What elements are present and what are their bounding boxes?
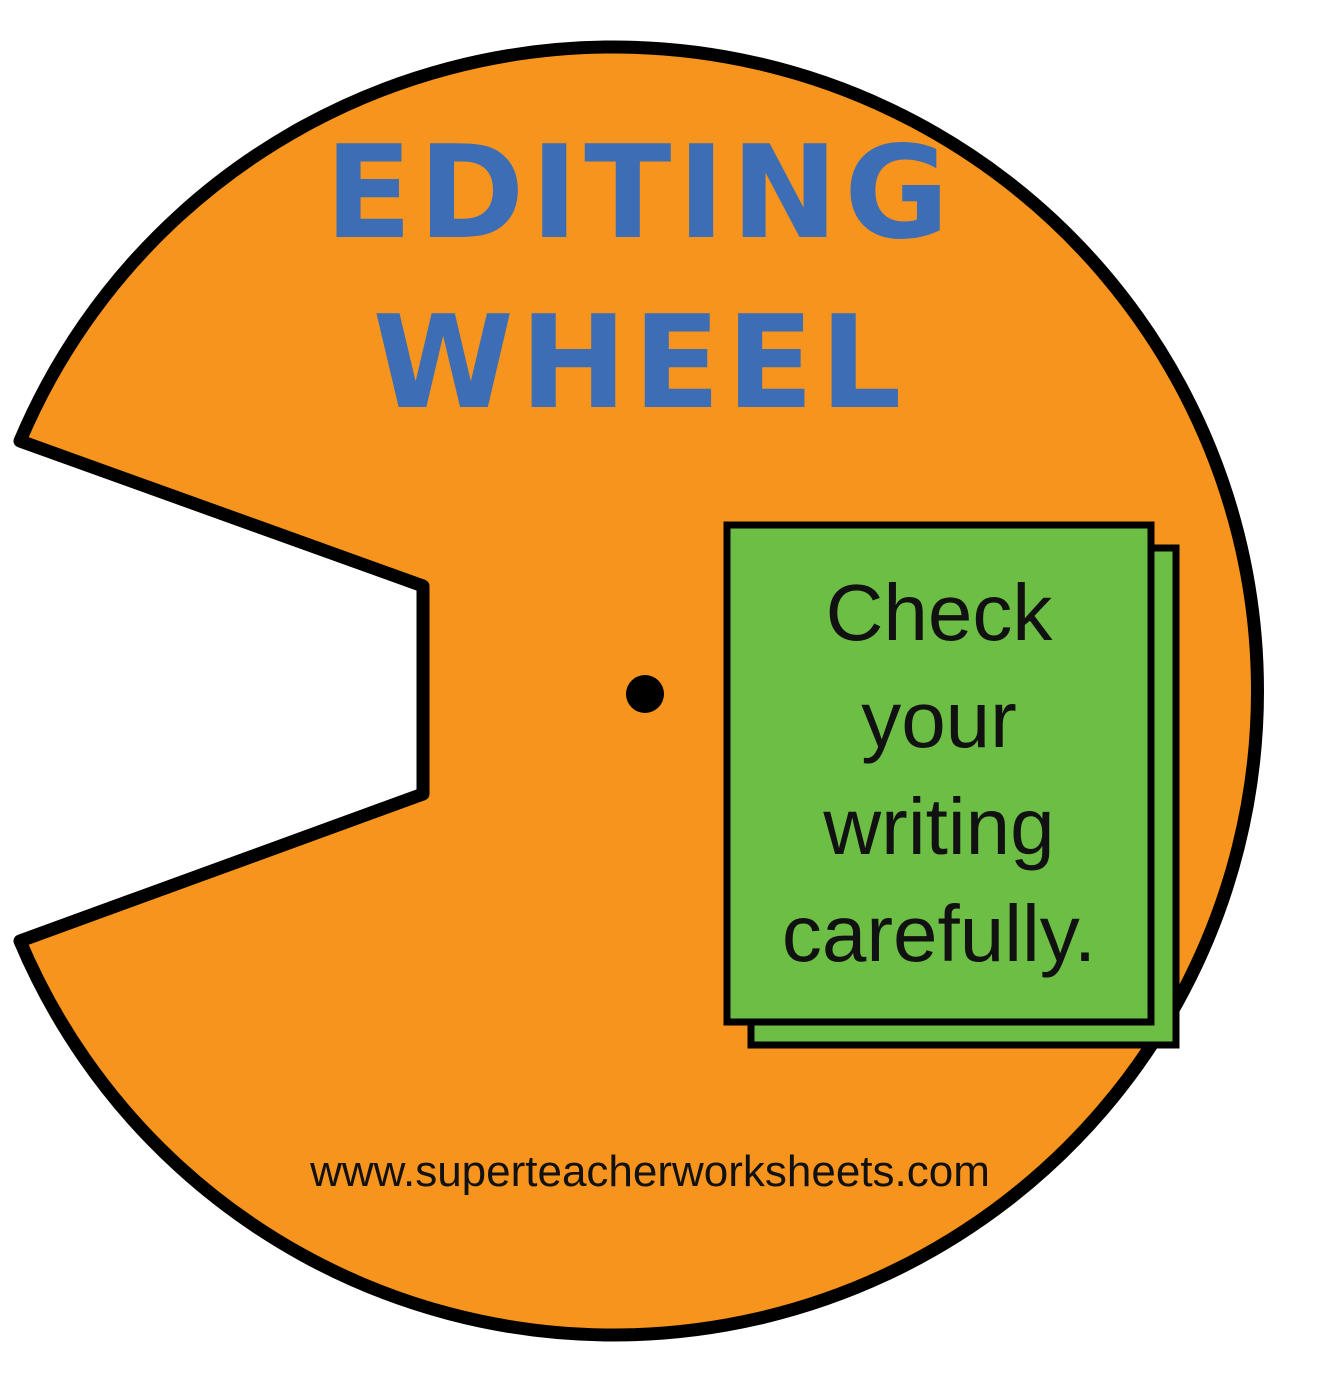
- title-wheel: WHEEL: [372, 289, 908, 438]
- title-editing: EDITING: [324, 119, 956, 268]
- card-text-line: your: [861, 675, 1017, 764]
- website-url: www.superteacherworksheets.com: [310, 1147, 990, 1196]
- pivot-hole[interactable]: [626, 675, 664, 713]
- card-text-line: writing: [823, 782, 1055, 871]
- card-text-line: Check: [825, 568, 1053, 657]
- card-text-line: carefully.: [781, 889, 1097, 978]
